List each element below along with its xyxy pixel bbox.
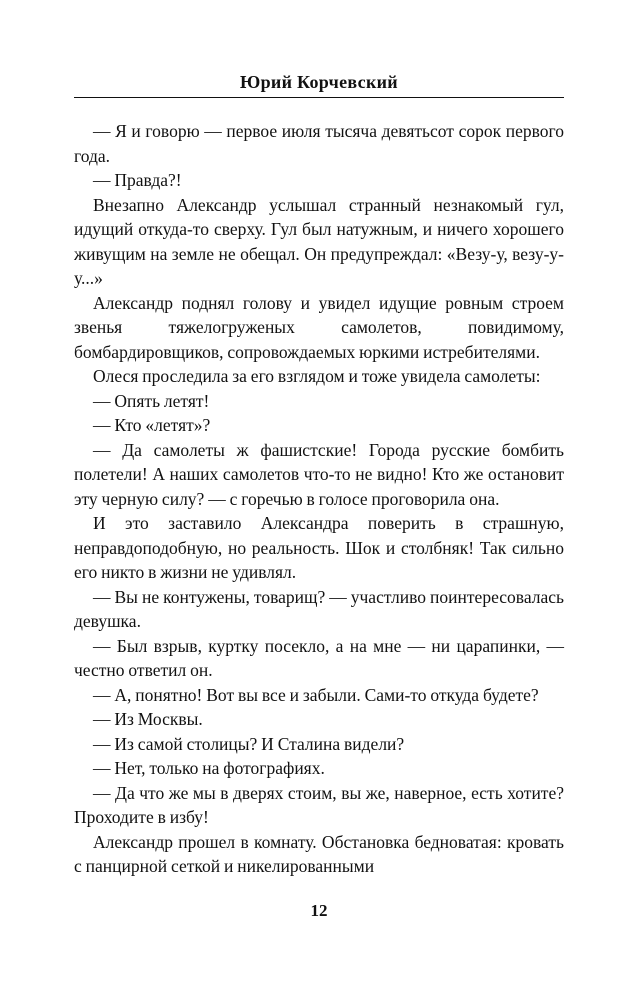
page-number: 12: [310, 901, 328, 920]
paragraph: — Да что же мы в дверях стоим, вы же, наверное, есть хотите? Проходите в избу!: [74, 782, 564, 827]
paragraph: — Кто «летят»?: [93, 415, 211, 435]
paragraph: — Из самой столицы? И Сталина видели?: [93, 733, 405, 754]
paragraph: Александр прошел в комнату. Обстановка бедноватая: кровать с панцирной сеткой и никелированными: [74, 831, 564, 876]
paragraph: — Из Москвы.: [93, 709, 203, 729]
paragraph: — Вы не контужены, товарищ? — участливо поинтересовалась девушка.: [74, 586, 564, 631]
body-text: [74, 119, 564, 879]
paragraph: И это заставило Александра поверить в страшную, неправдоподобную, но реальность. Шок и столбняк! Так сильно его никто в жизни не удивлял.: [74, 513, 564, 582]
paragraph: — Нет, только на фотографиях.: [93, 758, 325, 778]
paragraph: — Я и говорю — первое июля тысяча девятьсот сорок первого года.: [74, 121, 564, 166]
header-rule: [74, 97, 564, 98]
paragraph: — Правда?!: [93, 170, 182, 190]
paragraph: — Опять летят!: [93, 390, 210, 411]
paragraph: Александр поднял голову и увидел идущие ровным строем звенья тяжелогруженых самолетов, повидимому, бомбардировщиков, сопровождаемых юркими истребителями.: [74, 292, 564, 362]
paragraph: Внезапно Александр услышал странный незнакомый гул, идущий откуда-то сверху. Гул был натужным, и ничего хорошего живущим на земле не обещал. Он предупреждал: «Везу-у, везу-у-у...»: [74, 194, 564, 288]
paragraph: Олеся проследила за его взглядом и тоже увидела самолеты:: [93, 366, 541, 386]
book-page: [74, 0, 564, 1000]
paragraph: — Был взрыв, куртку посекло, а на мне — ни царапинки, — честно ответил он.: [74, 635, 564, 680]
running-head-author: Юрий Корчевский: [240, 72, 398, 92]
paragraph: — Да самолеты ж фашистские! Города русские бомбить полетели! А наших самолетов что-то не видно! Кто же остановит эту черную силу? — с горечью в голосе проговорила она.: [74, 439, 564, 509]
paragraph: — А, понятно! Вот вы все и забыли. Сами-то откуда будете?: [93, 684, 539, 705]
